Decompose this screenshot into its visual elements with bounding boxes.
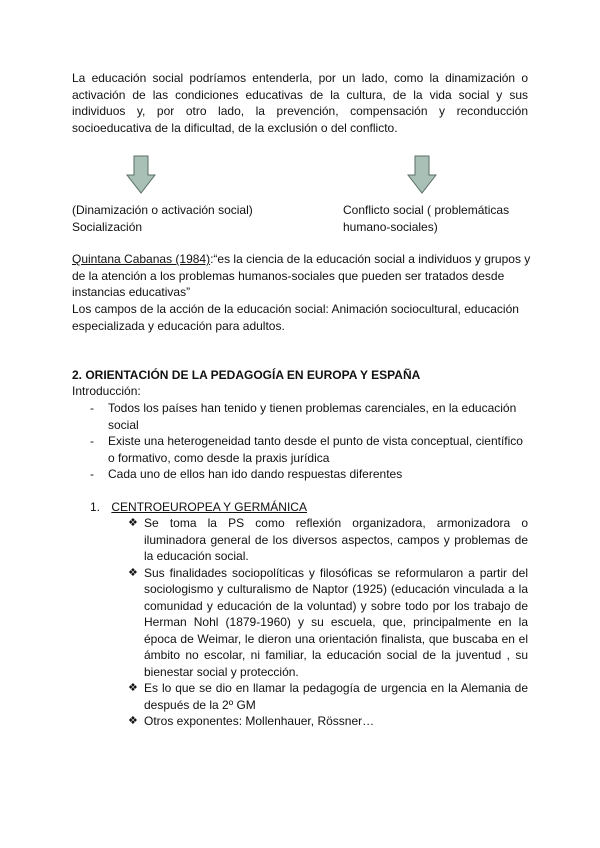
dash-marker: - [90,434,94,448]
section-heading [72,367,532,384]
intro-label [72,383,272,400]
list-item [128,515,528,565]
diamond-bullet-icon: ❖ [128,566,138,579]
dash-list [90,400,532,483]
left-down-arrow-icon [126,155,156,195]
subsection-number: 1. [90,500,101,514]
intro-paragraph [72,70,528,136]
dash-marker: - [90,401,94,415]
right-column-line1: Conflicto social ( problemáticas [343,203,510,217]
dash-marker: - [90,467,94,481]
list-item [90,400,532,433]
list-item-text: Todos los países han tenido y tienen problemas carenciales, en la educación social [108,401,517,432]
list-item-text: Es lo que se dio en llamar la pedagogía de urgencia en la Alemania de después de la 2º GM [144,681,528,712]
fields-paragraph [72,301,530,334]
quote-author: Quintana Cabanas (1984) [72,252,211,266]
intro-label-text: Introducción: [72,384,141,398]
right-column-line2: humano-sociales) [343,219,438,234]
list-item [128,565,528,681]
section-heading-text: 2. ORIENTACIÓN DE LA PEDAGOGÍA EN EUROPA Y ESPAÑA [72,368,421,382]
list-item [90,433,532,466]
list-item-text: Existe una heterogeneidad tanto desde el punto de vista conceptual, científico o formativo, como desde la praxis jurídica [108,434,523,465]
right-down-arrow-icon [407,155,437,195]
list-item-text: Cada uno de ellos han ido dando respuestas diferentes [108,467,403,481]
left-column-line2: Socialización [72,219,143,234]
diamond-list [128,515,528,730]
quote-text: :“es la ciencia de la educación social a individuos y grupos y de la atención a los problemas humanos-sociales que pueden ser tratados desde instancias educativas” [72,252,531,299]
list-item-text: Se toma la PS como reflexión organizadora, armonizadora o iluminadora general de los diversos aspectos, campos y problemas de la educación social. [144,516,528,563]
right-arrow-shape [408,156,436,193]
diamond-bullet-icon: ❖ [128,715,138,727]
list-item-text: Sus finalidades sociopolíticas y filosóficas se reformularon a partir del sociologismo y culturalismo de Naptor (1925) (educación vinculada a la comunidad y educación de la voluntad) y sobre todo por los trabajo de Herman Nohl (1879-1960) y su escuela, que, principalmente en la época de Weimar, le dieron una orientación finalista, que buscaba en el ámbito no escolar, ni familiar, la educación social de la juventud , su bienestar social y protección. [144,565,528,679]
list-item [90,466,532,483]
quote-paragraph [72,251,532,301]
list-item-text: Otros exponentes: Mollenhauer, Rössner… [144,714,375,728]
subsection-title [90,499,390,516]
fields-paragraph-text: Los campos de la acción de la educación social: Animación sociocultural, educación especializada y educación para adultos. [72,302,519,333]
subsection-title-text: CENTROEUROPEA Y GERMÁNICA [111,500,307,514]
diamond-bullet-icon: ❖ [128,517,138,529]
right-column [343,202,543,235]
list-item [128,680,528,713]
left-column-line1: (Dinamización o activación social) [72,203,253,217]
left-column [72,202,332,235]
diamond-bullet-icon: ❖ [128,682,138,694]
left-arrow-shape [127,156,155,193]
intro-paragraph-text: La educación social podríamos entenderla, por un lado, como la dinamización o activación de las condiciones educativas de la cultura, de la vida social y sus individuos y, por otro lado, la prevención, compensación y reconducción socioeducativa de la dificultad, de la exclusión o del conflicto. [72,71,528,135]
list-item [128,713,528,730]
